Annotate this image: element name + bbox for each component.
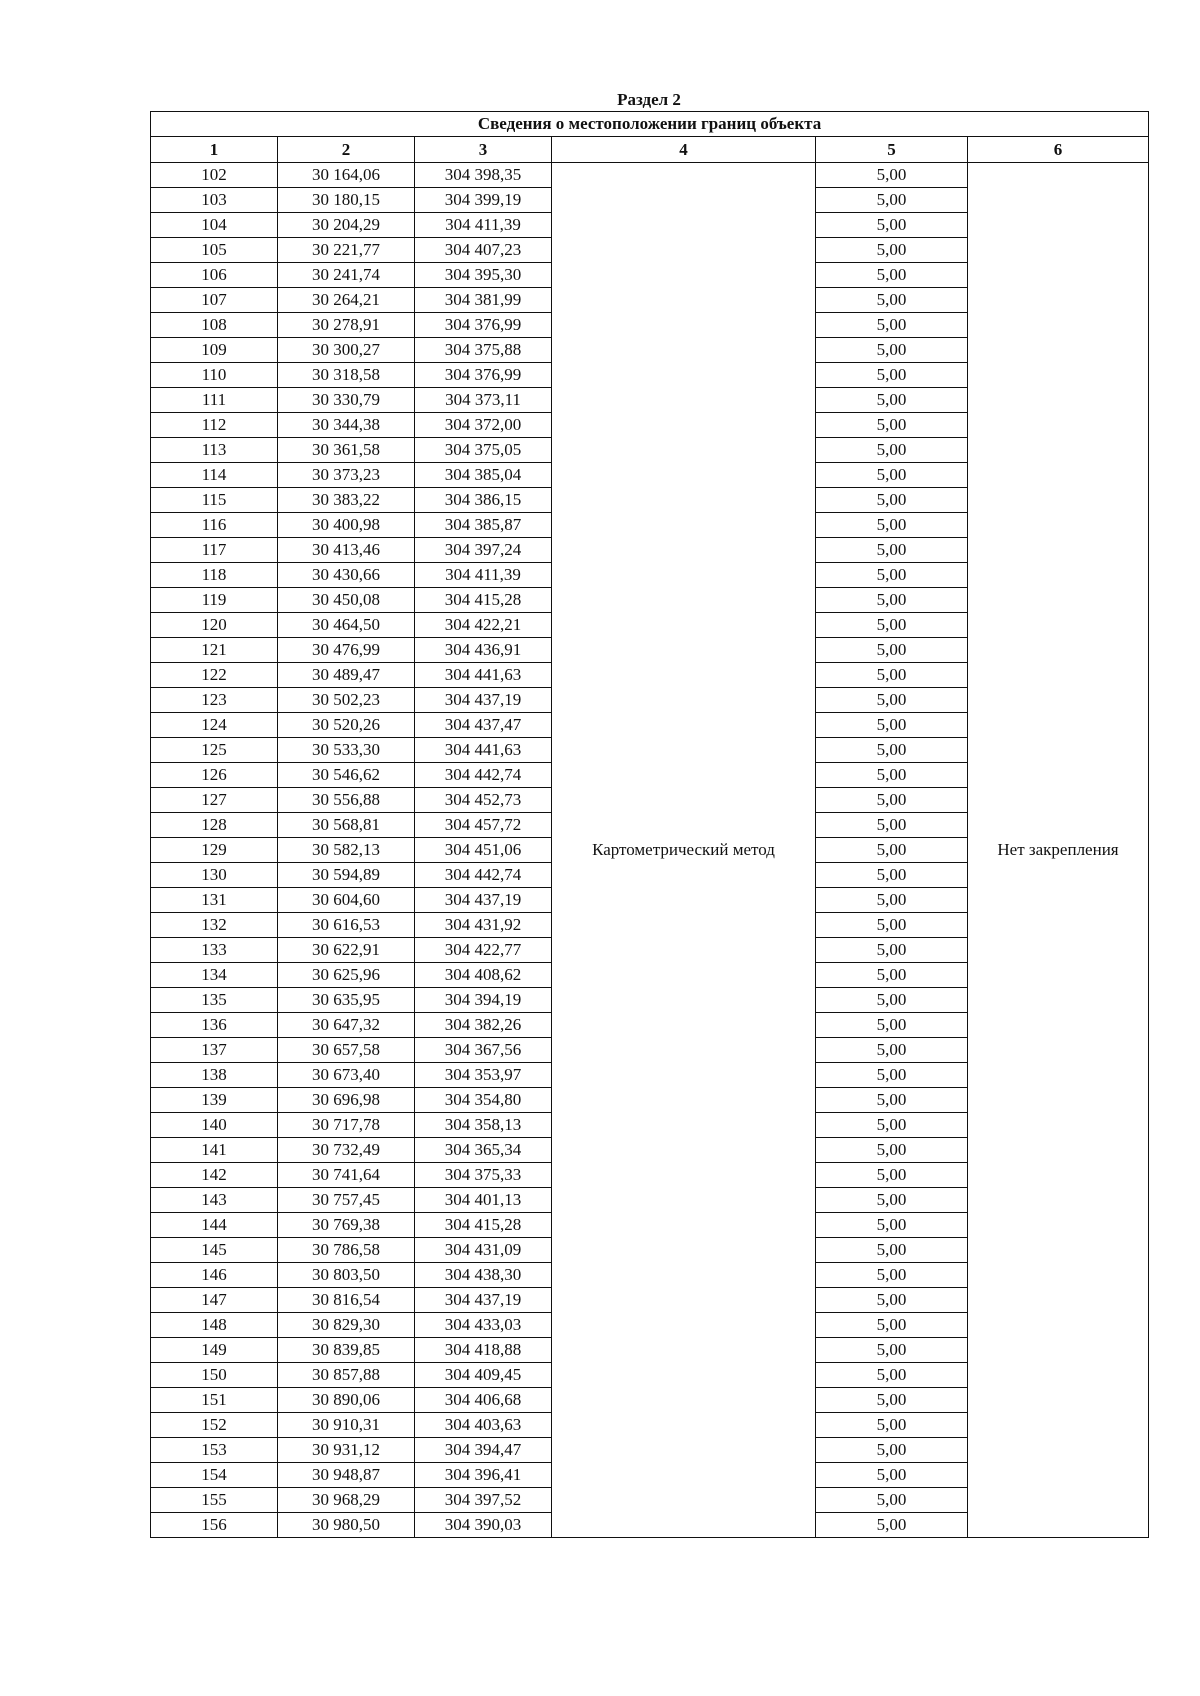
section-title: Раздел 2	[617, 90, 681, 109]
point-number-cell: 134	[151, 963, 278, 988]
accuracy-cell: 5,00	[816, 338, 968, 363]
y-coordinate-cell: 304 408,62	[415, 963, 552, 988]
accuracy-cell: 5,00	[816, 1213, 968, 1238]
x-coordinate-cell: 30 594,89	[278, 863, 415, 888]
y-coordinate-cell: 304 437,47	[415, 713, 552, 738]
x-coordinate-cell: 30 318,58	[278, 363, 415, 388]
column-number-row	[151, 137, 1149, 163]
table-row	[151, 163, 1149, 188]
point-number-cell: 113	[151, 438, 278, 463]
accuracy-cell: 5,00	[816, 1488, 968, 1513]
point-number-cell: 125	[151, 738, 278, 763]
y-coordinate-cell: 304 373,11	[415, 388, 552, 413]
x-coordinate-cell: 30 568,81	[278, 813, 415, 838]
x-coordinate-cell: 30 786,58	[278, 1238, 415, 1263]
accuracy-cell: 5,00	[816, 188, 968, 213]
y-coordinate-cell: 304 406,68	[415, 1388, 552, 1413]
point-number-cell: 152	[151, 1413, 278, 1438]
point-number-cell: 110	[151, 363, 278, 388]
x-coordinate-cell: 30 489,47	[278, 663, 415, 688]
x-coordinate-cell: 30 673,40	[278, 1063, 415, 1088]
x-coordinate-cell: 30 968,29	[278, 1488, 415, 1513]
y-coordinate-cell: 304 386,15	[415, 488, 552, 513]
y-coordinate-cell: 304 394,19	[415, 988, 552, 1013]
x-coordinate-cell: 30 520,26	[278, 713, 415, 738]
accuracy-cell: 5,00	[816, 1063, 968, 1088]
point-number-cell: 130	[151, 863, 278, 888]
x-coordinate-cell: 30 241,74	[278, 263, 415, 288]
y-coordinate-cell: 304 401,13	[415, 1188, 552, 1213]
accuracy-cell: 5,00	[816, 513, 968, 538]
accuracy-cell: 5,00	[816, 863, 968, 888]
x-coordinate-cell: 30 221,77	[278, 238, 415, 263]
x-coordinate-cell: 30 910,31	[278, 1413, 415, 1438]
y-coordinate-cell: 304 457,72	[415, 813, 552, 838]
accuracy-cell: 5,00	[816, 1263, 968, 1288]
point-number-cell: 105	[151, 238, 278, 263]
point-number-cell: 108	[151, 313, 278, 338]
x-coordinate-cell: 30 622,91	[278, 938, 415, 963]
point-number-cell: 138	[151, 1063, 278, 1088]
y-coordinate-cell: 304 390,03	[415, 1513, 552, 1538]
column-number: 5	[816, 137, 968, 163]
x-coordinate-cell: 30 450,08	[278, 588, 415, 613]
y-coordinate-cell: 304 431,09	[415, 1238, 552, 1263]
accuracy-cell: 5,00	[816, 1038, 968, 1063]
point-number-cell: 150	[151, 1363, 278, 1388]
y-coordinate-cell: 304 382,26	[415, 1013, 552, 1038]
column-number: 6	[968, 137, 1149, 163]
x-coordinate-cell: 30 330,79	[278, 388, 415, 413]
y-coordinate-cell: 304 441,63	[415, 738, 552, 763]
y-coordinate-cell: 304 376,99	[415, 313, 552, 338]
y-coordinate-cell: 304 376,99	[415, 363, 552, 388]
accuracy-cell: 5,00	[816, 1138, 968, 1163]
x-coordinate-cell: 30 948,87	[278, 1463, 415, 1488]
point-number-cell: 111	[151, 388, 278, 413]
point-number-cell: 155	[151, 1488, 278, 1513]
point-number-cell: 135	[151, 988, 278, 1013]
x-coordinate-cell: 30 264,21	[278, 288, 415, 313]
x-coordinate-cell: 30 430,66	[278, 563, 415, 588]
boundary-table	[150, 111, 1149, 1538]
accuracy-cell: 5,00	[816, 1513, 968, 1538]
x-coordinate-cell: 30 582,13	[278, 838, 415, 863]
x-coordinate-cell: 30 657,58	[278, 1038, 415, 1063]
y-coordinate-cell: 304 441,63	[415, 663, 552, 688]
x-coordinate-cell: 30 890,06	[278, 1388, 415, 1413]
x-coordinate-cell: 30 647,32	[278, 1013, 415, 1038]
accuracy-cell: 5,00	[816, 1413, 968, 1438]
point-number-cell: 144	[151, 1213, 278, 1238]
x-coordinate-cell: 30 204,29	[278, 213, 415, 238]
point-number-cell: 149	[151, 1338, 278, 1363]
x-coordinate-cell: 30 769,38	[278, 1213, 415, 1238]
y-coordinate-cell: 304 372,00	[415, 413, 552, 438]
x-coordinate-cell: 30 604,60	[278, 888, 415, 913]
accuracy-cell: 5,00	[816, 388, 968, 413]
x-coordinate-cell: 30 980,50	[278, 1513, 415, 1538]
point-number-cell: 151	[151, 1388, 278, 1413]
y-coordinate-cell: 304 394,47	[415, 1438, 552, 1463]
accuracy-cell: 5,00	[816, 263, 968, 288]
x-coordinate-cell: 30 816,54	[278, 1288, 415, 1313]
point-number-cell: 153	[151, 1438, 278, 1463]
accuracy-cell: 5,00	[816, 838, 968, 863]
y-coordinate-cell: 304 385,87	[415, 513, 552, 538]
x-coordinate-cell: 30 625,96	[278, 963, 415, 988]
accuracy-cell: 5,00	[816, 213, 968, 238]
table-body	[151, 163, 1149, 1538]
column-number: 4	[552, 137, 816, 163]
x-coordinate-cell: 30 741,64	[278, 1163, 415, 1188]
accuracy-cell: 5,00	[816, 1013, 968, 1038]
point-number-cell: 126	[151, 763, 278, 788]
y-coordinate-cell: 304 354,80	[415, 1088, 552, 1113]
y-coordinate-cell: 304 438,30	[415, 1263, 552, 1288]
point-number-cell: 142	[151, 1163, 278, 1188]
table-caption: Сведения о местоположении границ объекта	[151, 112, 1149, 137]
x-coordinate-cell: 30 696,98	[278, 1088, 415, 1113]
y-coordinate-cell: 304 407,23	[415, 238, 552, 263]
accuracy-cell: 5,00	[816, 1313, 968, 1338]
point-number-cell: 143	[151, 1188, 278, 1213]
x-coordinate-cell: 30 300,27	[278, 338, 415, 363]
point-number-cell: 127	[151, 788, 278, 813]
point-number-cell: 136	[151, 1013, 278, 1038]
x-coordinate-cell: 30 361,58	[278, 438, 415, 463]
point-number-cell: 140	[151, 1113, 278, 1138]
y-coordinate-cell: 304 399,19	[415, 188, 552, 213]
accuracy-cell: 5,00	[816, 563, 968, 588]
point-number-cell: 129	[151, 838, 278, 863]
x-coordinate-cell: 30 616,53	[278, 913, 415, 938]
point-number-cell: 115	[151, 488, 278, 513]
point-number-cell: 148	[151, 1313, 278, 1338]
y-coordinate-cell: 304 451,06	[415, 838, 552, 863]
point-number-cell: 156	[151, 1513, 278, 1538]
column-number: 2	[278, 137, 415, 163]
y-coordinate-cell: 304 422,77	[415, 938, 552, 963]
y-coordinate-cell: 304 418,88	[415, 1338, 552, 1363]
point-number-cell: 133	[151, 938, 278, 963]
point-number-cell: 123	[151, 688, 278, 713]
accuracy-cell: 5,00	[816, 1338, 968, 1363]
accuracy-cell: 5,00	[816, 413, 968, 438]
y-coordinate-cell: 304 395,30	[415, 263, 552, 288]
x-coordinate-cell: 30 373,23	[278, 463, 415, 488]
point-number-cell: 120	[151, 613, 278, 638]
x-coordinate-cell: 30 857,88	[278, 1363, 415, 1388]
y-coordinate-cell: 304 437,19	[415, 688, 552, 713]
y-coordinate-cell: 304 437,19	[415, 1288, 552, 1313]
y-coordinate-cell: 304 375,33	[415, 1163, 552, 1188]
accuracy-cell: 5,00	[816, 813, 968, 838]
accuracy-cell: 5,00	[816, 788, 968, 813]
accuracy-cell: 5,00	[816, 1388, 968, 1413]
y-coordinate-cell: 304 442,74	[415, 863, 552, 888]
y-coordinate-cell: 304 403,63	[415, 1413, 552, 1438]
point-number-cell: 139	[151, 1088, 278, 1113]
point-number-cell: 114	[151, 463, 278, 488]
accuracy-cell: 5,00	[816, 1088, 968, 1113]
x-coordinate-cell: 30 546,62	[278, 763, 415, 788]
x-coordinate-cell: 30 757,45	[278, 1188, 415, 1213]
x-coordinate-cell: 30 717,78	[278, 1113, 415, 1138]
y-coordinate-cell: 304 433,03	[415, 1313, 552, 1338]
point-number-cell: 146	[151, 1263, 278, 1288]
y-coordinate-cell: 304 375,88	[415, 338, 552, 363]
accuracy-cell: 5,00	[816, 363, 968, 388]
accuracy-cell: 5,00	[816, 938, 968, 963]
point-number-cell: 154	[151, 1463, 278, 1488]
x-coordinate-cell: 30 400,98	[278, 513, 415, 538]
point-number-cell: 112	[151, 413, 278, 438]
point-number-cell: 116	[151, 513, 278, 538]
accuracy-cell: 5,00	[816, 238, 968, 263]
column-number: 3	[415, 137, 552, 163]
point-number-cell: 124	[151, 713, 278, 738]
x-coordinate-cell: 30 278,91	[278, 313, 415, 338]
accuracy-cell: 5,00	[816, 1163, 968, 1188]
accuracy-cell: 5,00	[816, 1363, 968, 1388]
accuracy-cell: 5,00	[816, 963, 968, 988]
x-coordinate-cell: 30 533,30	[278, 738, 415, 763]
point-number-cell: 132	[151, 913, 278, 938]
x-coordinate-cell: 30 829,30	[278, 1313, 415, 1338]
fixation-cell: Нет закрепления	[968, 163, 1149, 1538]
y-coordinate-cell: 304 397,24	[415, 538, 552, 563]
point-number-cell: 117	[151, 538, 278, 563]
x-coordinate-cell: 30 344,38	[278, 413, 415, 438]
y-coordinate-cell: 304 411,39	[415, 563, 552, 588]
point-number-cell: 121	[151, 638, 278, 663]
column-number: 1	[151, 137, 278, 163]
point-number-cell: 103	[151, 188, 278, 213]
y-coordinate-cell: 304 411,39	[415, 213, 552, 238]
y-coordinate-cell: 304 452,73	[415, 788, 552, 813]
accuracy-cell: 5,00	[816, 1113, 968, 1138]
x-coordinate-cell: 30 803,50	[278, 1263, 415, 1288]
point-number-cell: 145	[151, 1238, 278, 1263]
accuracy-cell: 5,00	[816, 1238, 968, 1263]
x-coordinate-cell: 30 383,22	[278, 488, 415, 513]
point-number-cell: 147	[151, 1288, 278, 1313]
y-coordinate-cell: 304 398,35	[415, 163, 552, 188]
point-number-cell: 122	[151, 663, 278, 688]
point-number-cell: 107	[151, 288, 278, 313]
y-coordinate-cell: 304 431,92	[415, 913, 552, 938]
y-coordinate-cell: 304 375,05	[415, 438, 552, 463]
y-coordinate-cell: 304 396,41	[415, 1463, 552, 1488]
x-coordinate-cell: 30 931,12	[278, 1438, 415, 1463]
accuracy-cell: 5,00	[816, 538, 968, 563]
accuracy-cell: 5,00	[816, 313, 968, 338]
y-coordinate-cell: 304 415,28	[415, 588, 552, 613]
y-coordinate-cell: 304 422,21	[415, 613, 552, 638]
point-number-cell: 118	[151, 563, 278, 588]
accuracy-cell: 5,00	[816, 1438, 968, 1463]
x-coordinate-cell: 30 476,99	[278, 638, 415, 663]
y-coordinate-cell: 304 367,56	[415, 1038, 552, 1063]
y-coordinate-cell: 304 437,19	[415, 888, 552, 913]
x-coordinate-cell: 30 635,95	[278, 988, 415, 1013]
y-coordinate-cell: 304 353,97	[415, 1063, 552, 1088]
x-coordinate-cell: 30 839,85	[278, 1338, 415, 1363]
point-number-cell: 137	[151, 1038, 278, 1063]
point-number-cell: 141	[151, 1138, 278, 1163]
y-coordinate-cell: 304 365,34	[415, 1138, 552, 1163]
x-coordinate-cell: 30 732,49	[278, 1138, 415, 1163]
point-number-cell: 131	[151, 888, 278, 913]
y-coordinate-cell: 304 409,45	[415, 1363, 552, 1388]
point-number-cell: 104	[151, 213, 278, 238]
accuracy-cell: 5,00	[816, 738, 968, 763]
accuracy-cell: 5,00	[816, 1463, 968, 1488]
y-coordinate-cell: 304 381,99	[415, 288, 552, 313]
accuracy-cell: 5,00	[816, 288, 968, 313]
method-cell: Картометрический метод	[552, 163, 816, 1538]
x-coordinate-cell: 30 502,23	[278, 688, 415, 713]
point-number-cell: 109	[151, 338, 278, 363]
accuracy-cell: 5,00	[816, 163, 968, 188]
accuracy-cell: 5,00	[816, 688, 968, 713]
point-number-cell: 106	[151, 263, 278, 288]
accuracy-cell: 5,00	[816, 463, 968, 488]
accuracy-cell: 5,00	[816, 888, 968, 913]
accuracy-cell: 5,00	[816, 1188, 968, 1213]
accuracy-cell: 5,00	[816, 763, 968, 788]
x-coordinate-cell: 30 164,06	[278, 163, 415, 188]
x-coordinate-cell: 30 180,15	[278, 188, 415, 213]
accuracy-cell: 5,00	[816, 638, 968, 663]
accuracy-cell: 5,00	[816, 438, 968, 463]
accuracy-cell: 5,00	[816, 1288, 968, 1313]
accuracy-cell: 5,00	[816, 663, 968, 688]
y-coordinate-cell: 304 397,52	[415, 1488, 552, 1513]
accuracy-cell: 5,00	[816, 913, 968, 938]
x-coordinate-cell: 30 556,88	[278, 788, 415, 813]
accuracy-cell: 5,00	[816, 988, 968, 1013]
x-coordinate-cell: 30 464,50	[278, 613, 415, 638]
y-coordinate-cell: 304 358,13	[415, 1113, 552, 1138]
y-coordinate-cell: 304 385,04	[415, 463, 552, 488]
accuracy-cell: 5,00	[816, 713, 968, 738]
y-coordinate-cell: 304 442,74	[415, 763, 552, 788]
point-number-cell: 128	[151, 813, 278, 838]
accuracy-cell: 5,00	[816, 613, 968, 638]
point-number-cell: 102	[151, 163, 278, 188]
x-coordinate-cell: 30 413,46	[278, 538, 415, 563]
y-coordinate-cell: 304 436,91	[415, 638, 552, 663]
point-number-cell: 119	[151, 588, 278, 613]
accuracy-cell: 5,00	[816, 588, 968, 613]
accuracy-cell: 5,00	[816, 488, 968, 513]
y-coordinate-cell: 304 415,28	[415, 1213, 552, 1238]
